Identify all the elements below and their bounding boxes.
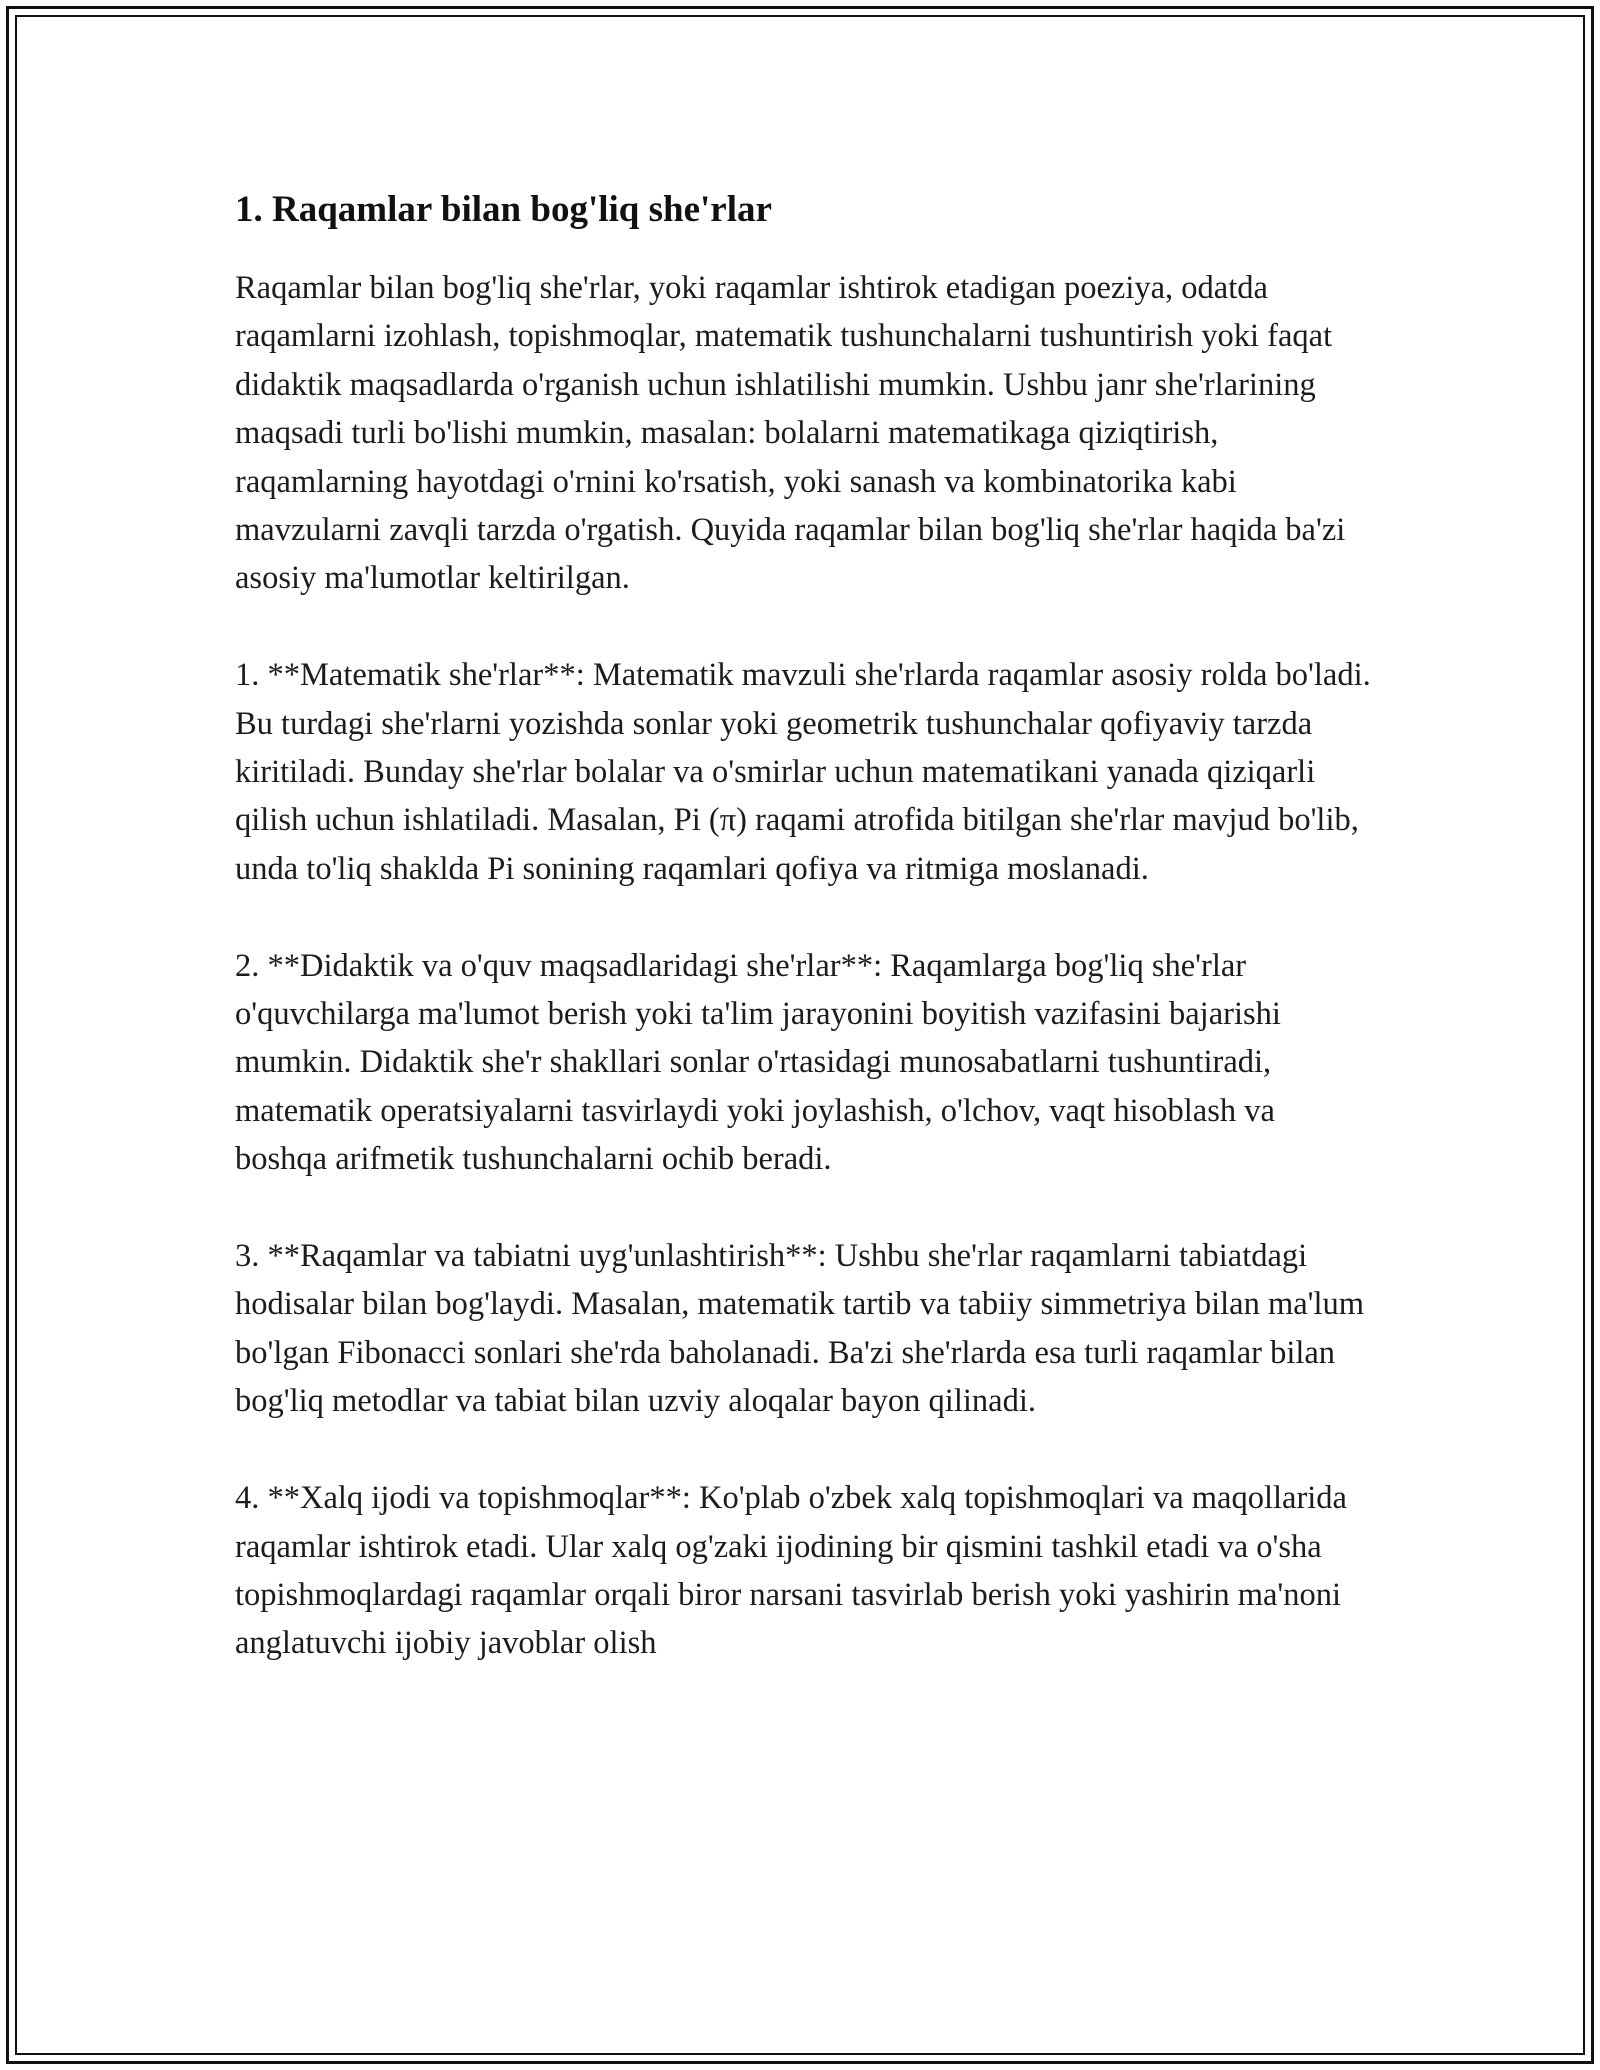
- intro-paragraph: Raqamlar bilan bog'liq she'rlar, yoki raqamlar ishtirok etadigan poeziya, odatda raqamlarni izohlash, topishmoqlar, matematik tushunchalarni tushuntirish yoki faqat didaktik maqsadlarda o'rganish uchun ishlatilishi mumkin. Ushbu janr she'rlarining maqsadi turli bo'lishi mumkin, masalan: bolalarni matematikaga qiziqtirish, raqamlarning hayotdagi o'rnini ko'rsatish, yoki sanash va kombinatorika kabi mavzularni zavqli tarzda o'rgatish. Quyida raqamlar bilan bog'liq she'rlar haqida ba'zi asosiy ma'lumotlar keltirilgan.: [235, 270, 1346, 597]
- document-body: [235, 186, 1375, 1716]
- list-item-didaktik-sherlar: 2. **Didaktik va o'quv maqsadlaridagi she'rlar**: Raqamlarga bog'liq she'rlar o'quvchilarga ma'lumot berish yoki ta'lim jarayonini boyitish vazifasini bajarishi mumkin. Didaktik she'r shakllari sonlar o'rtasidagi munosabatlarni tushuntiradi, matematik operatsiyalarni tasvirlaydi yoki joylashish, o'lchov, vaqt hisoblash va boshqa arifmetik tushunchalarni ochib beradi.: [235, 947, 1281, 1178]
- list-item-xalq-ijodi: 4. **Xalq ijodi va topishmoqlar**: Ko'plab o'zbek xalq topishmoqlari va maqollarida raqamlar ishtirok etadi. Ular xalq og'zaki ijodining bir qismini tashkil etadi va o'sha topishmoqlardagi raqamlar orqali biror narsani tasvirlab berish yoki yashirin ma'noni anglatuvchi ijobiy javoblar olish: [235, 1480, 1347, 1662]
- list-item-raqamlar-va-tabiat: 3. **Raqamlar va tabiatni uyg'unlashtirish**: Ushbu she'rlar raqamlarni tabiatdagi hodisalar bilan bog'laydi. Masalan, matematik tartib va tabiiy simmetriya bilan ma'lum bo'lgan Fibonacci sonlari she'rda baholanadi. Ba'zi she'rlarda esa turli raqamlar bilan bog'liq metodlar va tabiat bilan uzviy aloqalar bayon qilinadi.: [235, 1238, 1365, 1420]
- list-item-matematik-sherlar: 1. **Matematik she'rlar**: Matematik mavzuli she'rlarda raqamlar asosiy rolda bo'ladi. Bu turdagi she'rlarni yozishda sonlar yoki geometrik tushunchalar qofiyaviy tarzda kiritiladi. Bunday she'rlar bolalar va o'smirlar uchun matematikani yanada qiziqarli qilish uchun ishlatiladi. Masalan, Pi (π) raqami atrofida bitilgan she'rlar mavjud bo'lib, unda to'liq shaklda Pi sonining raqamlari qofiya va ritmiga moslanadi.: [235, 657, 1371, 887]
- section-heading: 1. Raqamlar bilan bog'liq she'rlar: [235, 189, 772, 230]
